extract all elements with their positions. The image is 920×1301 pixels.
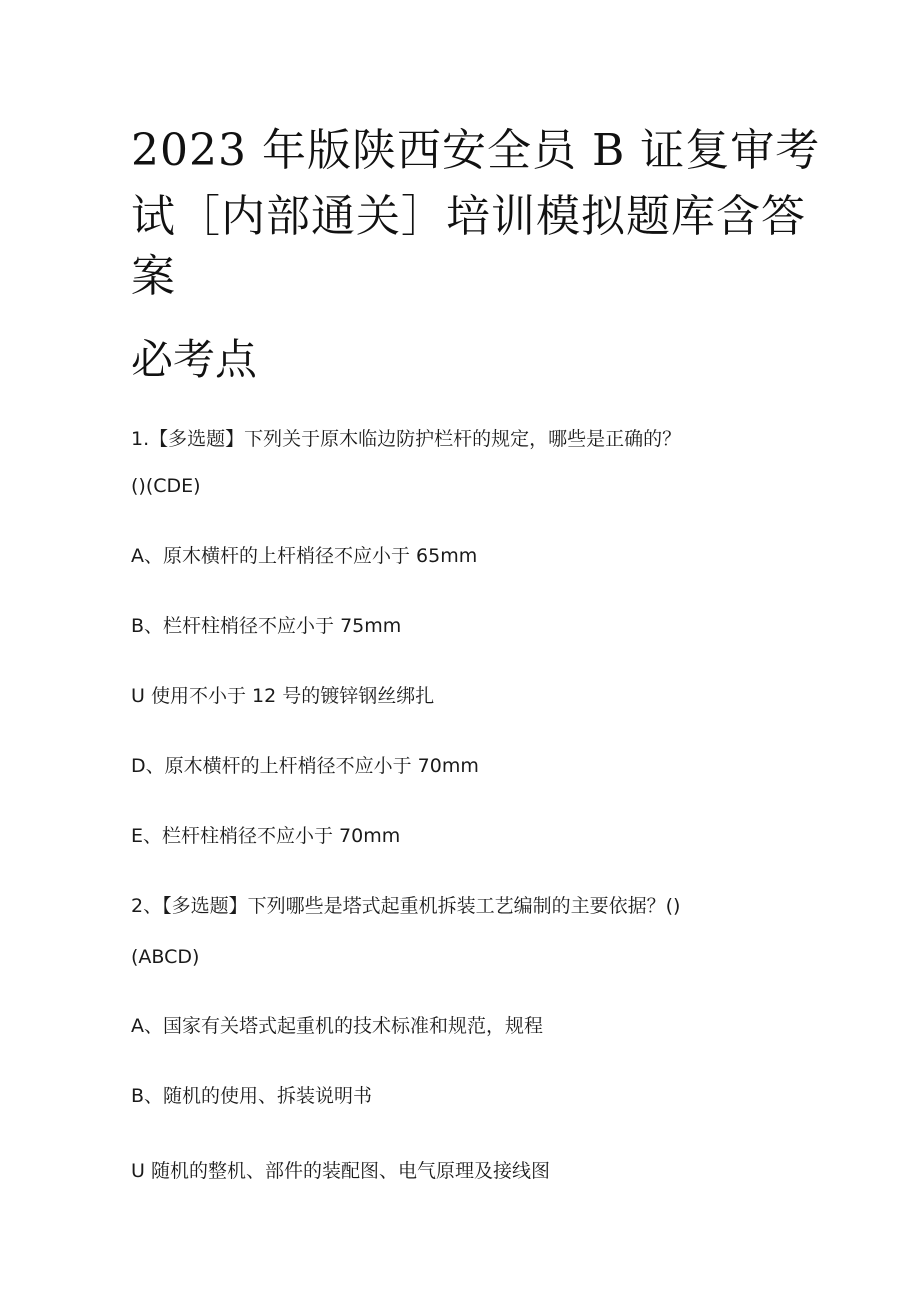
question-2-option-c: U 随机的整机、部件的装配图、电气原理及接线图 bbox=[131, 1160, 550, 1182]
question-1-stem: 1.【多选题】下列关于原木临边防护栏杆的规定，哪些是正确的？ bbox=[131, 428, 682, 450]
question-2-stem: 2、【多选题】下列哪些是塔式起重机拆装工艺编制的主要依据？() bbox=[131, 895, 681, 917]
question-1-option-d: D、原木横杆的上杆梢径不应小于 70mm bbox=[131, 755, 479, 777]
question-1-option-c: U 使用不小于 12 号的镀锌钢丝绑扎 bbox=[131, 685, 435, 707]
section-subtitle: 必考点 bbox=[131, 335, 258, 384]
document-title bbox=[131, 118, 821, 310]
question-1-answer: ()(CDE) bbox=[131, 475, 201, 497]
question-1-option-b: B、栏杆柱梢径不应小于 75mm bbox=[131, 615, 402, 637]
question-1-option-a: A、原木横杆的上杆梢径不应小于 65mm bbox=[131, 545, 478, 567]
title-line-1: 2023 年版陕西安全员 B 证复审考 bbox=[131, 125, 821, 176]
question-2-answer: (ABCD) bbox=[131, 946, 200, 968]
title-line-2: 试［内部通关］培训模拟题库含答 bbox=[131, 191, 806, 242]
question-2-option-a: A、国家有关塔式起重机的技术标准和规范，规程 bbox=[131, 1015, 543, 1037]
question-2-option-b: B、随机的使用、拆装说明书 bbox=[131, 1085, 373, 1107]
question-1-option-e: E、栏杆柱梢径不应小于 70mm bbox=[131, 825, 401, 847]
title-line-3: 案 bbox=[131, 251, 176, 302]
